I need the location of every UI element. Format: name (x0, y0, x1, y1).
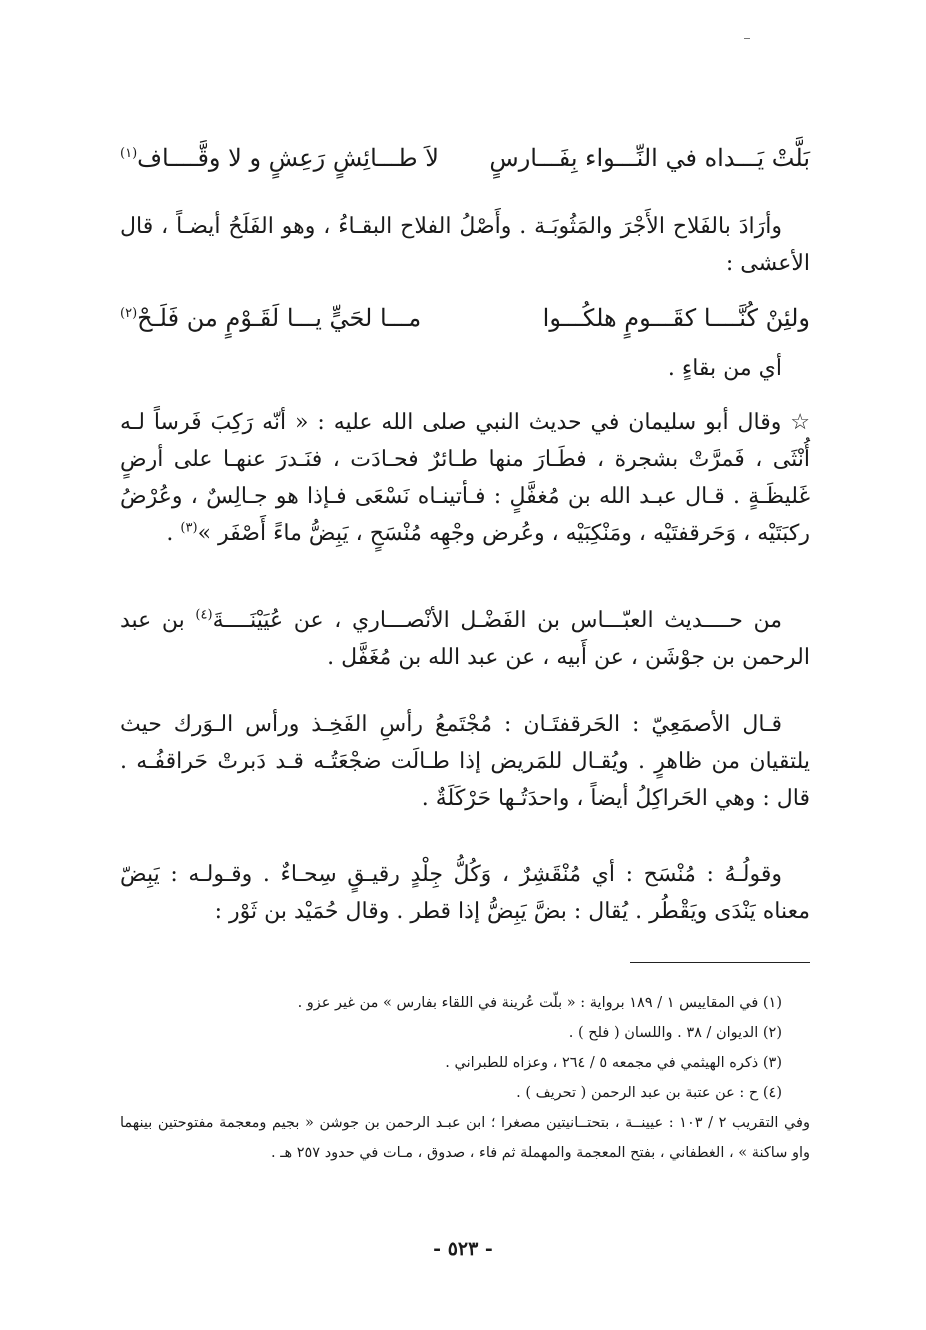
paragraph-falah: وأرَادَ بالفَلاح الأَجْرَ والمَثُوبَـة . وأَصْلُ الفلاح البقـاءُ ، وهو الفَلَحُ أيضـاً ، قال الأعشى : (120, 214, 810, 276)
footnote-ref-3: (٣) (180, 520, 198, 536)
paragraph-munsah: وقولُـهُ : مُنْسَح : أي مُنْقَشِرٌ ، وَكُلُّ جِلْدٍ رقيـقٍ سِحـاءٌ . وقـولـه : يَبِضّ معناه يَنْدَى ويَقْطُر . يُقال : بضَّ يَبِضُّ إذا قطر . وقال حُمَيْد بن ثَوْر : (120, 862, 810, 924)
verse-1-first-hemistich: بَلَّتْ يَـــداه في النِّـــواء بِفَـــارسٍ (489, 144, 810, 172)
footnote-3: (٣) ذكره الهيثمي في مجمعه ٥ / ٢٦٤ ، وعزاه للطبراني . (445, 1055, 782, 1071)
verse-2-second-hemistich (120, 302, 421, 334)
verse-1-second-hemistich (120, 142, 439, 174)
page-body (120, 0, 810, 1330)
footnote-4: (٤) ح : عن عتبة بن عبد الرحمن ( تحريف ) . (516, 1085, 782, 1101)
hadith-end: . (166, 521, 181, 546)
page-number: - ٥٢٣ - (433, 1238, 493, 1260)
isnad-text-b: بن عبد الرحمن بن جوْشَن ، عن أَبيه ، عن عبد الله بن مُغَفَّل . (120, 608, 810, 670)
paragraph-asmai: قـال الأصمَعِيّ : الحَرقفتَـان : مُجْتَمعُ رأسِ الفَخِـذ ورأس الـوَرك حيث يلتقيان من ظاهرٍ . ويُقـال للمَريض إذا طـالَت ضجْعَتُـه قـد دَبرتْ حَراقفُـه . قال : وهي الحَراكِلُ أيضاً ، واحدَتُـها حَرْكَلَةٌ . (120, 712, 810, 811)
footnote-ref-1: (١) (120, 146, 138, 161)
paragraph-isnad (120, 602, 810, 676)
verse-1-second-hemistich-text: لاَ طـــائِشٍ رَعِشٍ و لا وقَّــــاف (137, 144, 439, 172)
footnotes (120, 988, 810, 1168)
hadith-text: ☆ وقال أبو سليمان في حديث النبي صلى الله عليه : « أنّه رَكِبَ فَرساً لـه أُنْثَى ، فَمرَّتْ بشجرة ، فطَـارَ منها طـائرٌ فحـادَت ، فنَـدرَ عنهـا على أرضٍ غَليظَـةٍ . قـال عبـد الله بن مُغفَّلٍ : فـأتينـاه نَسْعَى فـإذا هو جـالِسٌ ، وعُرْضُ ركبَتَيْه ، وَحَرقفتَيْه ، ومَنْكِبَيْه ، وعُرض وجْهِه مُنْسَحٍ ، يَبِضُّ ماءً أَصْفَر » (120, 410, 810, 546)
footnote-2: (٢) الديوان / ٣٨ . واللسان ( فلح ) . (568, 1025, 782, 1041)
footnote-1: (١) في المقاييس ١ / ١٨٩ برواية : « بلّت عُرينة في اللقاء بفارس » من غير عزو . (297, 995, 782, 1011)
paragraph-baqa: أي من بقاءٍ . (667, 356, 782, 381)
verse-2 (120, 302, 810, 334)
paragraph-hadith (120, 404, 810, 552)
verse-1 (120, 142, 810, 174)
verse-2-second-hemistich-text: مـــا لحَيٍّ يـــا لَقَـوْمٍ من فَلَـحْ (137, 304, 422, 332)
footnote-ref-4: (٤) (195, 607, 213, 623)
footnote-separator (630, 962, 810, 963)
footnote-4-continuation: وفي التقريب ٢ / ١٠٣ : عيينــة ، بتحتــانيتين مصغرا ؛ ابن عبـد الرحمن بن جوشن « بجيم ومعجمة مفتوحتين بينهما واو ساكنة » ، الغطفاني ، بفتح المعجمة والمهملة ثم فاء ، صدوق ، مـات في حدود ٢٥٧ هـ . (120, 1115, 810, 1161)
footnote-ref-2: (٢) (120, 306, 138, 321)
isnad-text-a: من حــــديث العبّـــاس بن الفَضْـل الأنْصـــاري ، عن عُيَيْنَــــةَ (212, 608, 782, 633)
verse-2-first-hemistich: ولئِنْ كُنَّــــا كقَـــومٍ هلكُـــوا (542, 304, 810, 332)
